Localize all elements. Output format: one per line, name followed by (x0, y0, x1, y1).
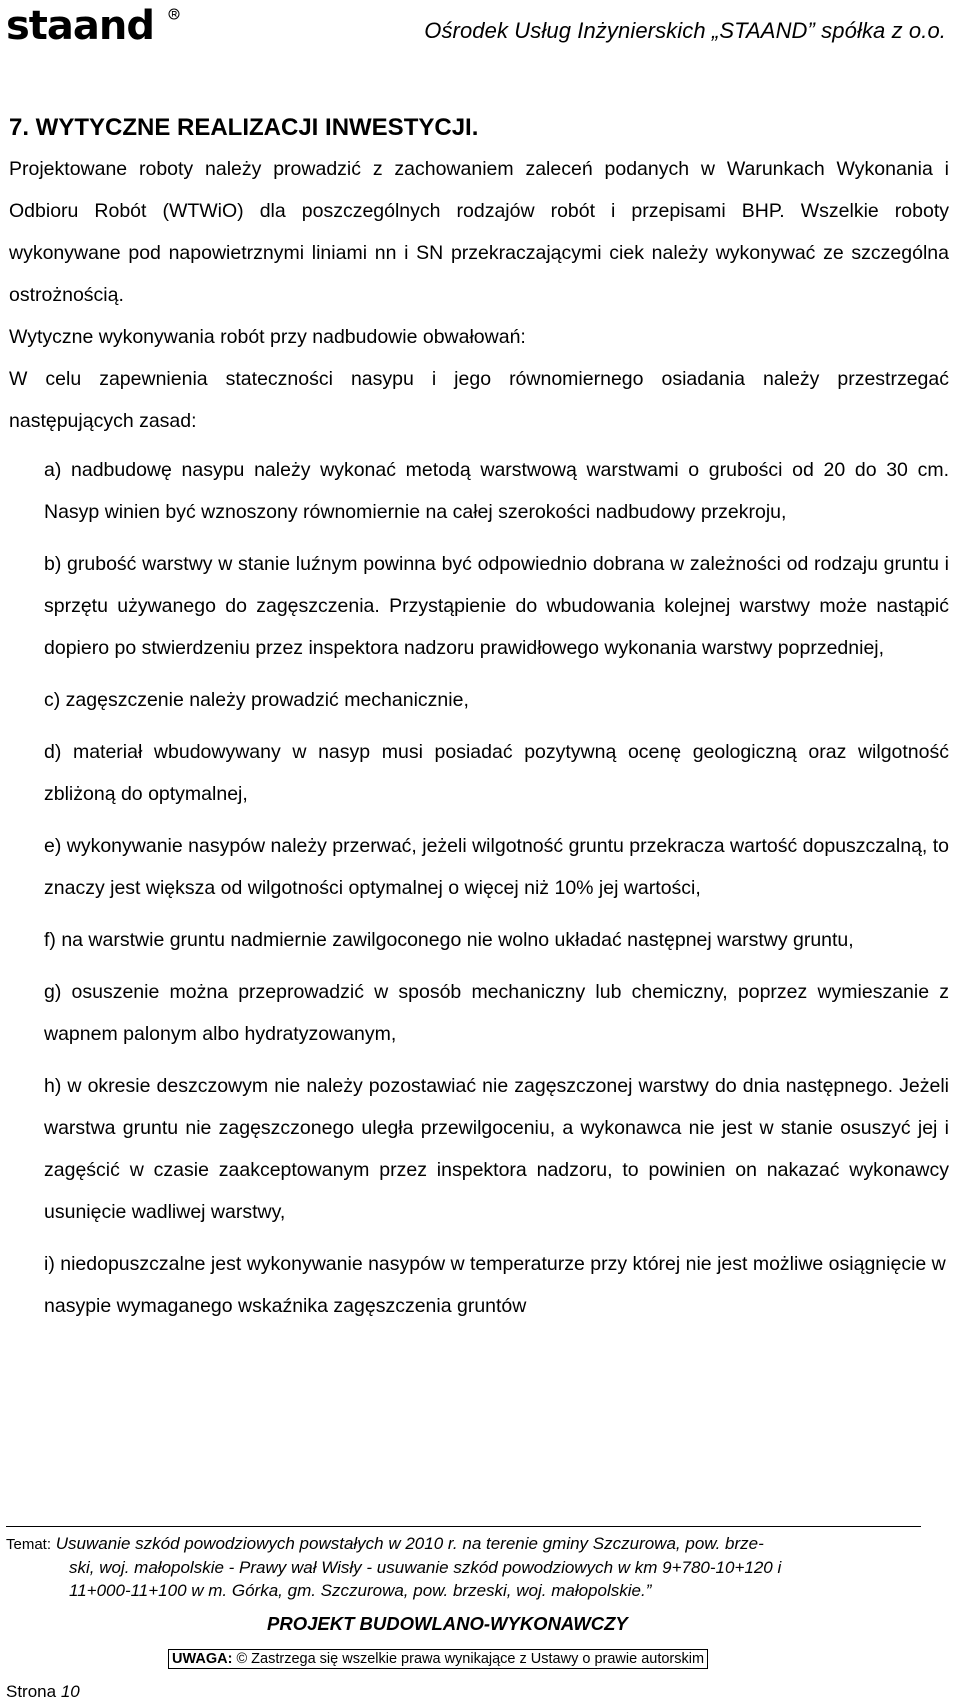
list-item: f) na warstwie gruntu nadmiernie zawilgoconego nie wolno układać następnej warstwy gruntu, (44, 929, 854, 951)
section-content (9, 107, 949, 1337)
staand-logo (6, 6, 181, 46)
list-item: g) osuszenie można przeprowadzić w sposób mechaniczny lub chemiczny, poprzez wymieszanie z wapnem palonym albo hydratyzowanym, (44, 981, 949, 1045)
topic-text-2: ski, woj. małopolskie - Prawy wał Wisły - usuwanie szkód powodziowych w km 9+780-10+120 i (69, 1558, 782, 1577)
company-name: Ośrodek Usług Inżynierskich „STAAND” spółka z o.o. (424, 18, 946, 43)
section-title: 7. WYTYCZNE REALIZACJI INWESTYCJI. (9, 114, 479, 141)
list-item: d) materiał wbudowywany w nasyp musi posiadać pozytywną ocenę geologiczną oraz wilgotność zbliżoną do optymalnej, (44, 741, 949, 805)
page-label: Strona (6, 1682, 57, 1701)
page-number (6, 1682, 80, 1702)
footer-divider (6, 1526, 921, 1527)
notice-label: UWAGA: (172, 1651, 233, 1667)
page-number-value: 10 (60, 1682, 80, 1701)
topic-text-3: 11+000-11+100 w m. Górka, gm. Szczurowa, pow. brzeski, woj. małopolskie.” (69, 1581, 652, 1600)
list-item: e) wykonywanie nasypów należy przerwać, jeżeli wilgotność gruntu przekracza wartość dopuszczalną, to znaczy jest większa od wilgotności optymalnej o więcej niż 10% jej wartości, (44, 835, 950, 899)
logo-wordmark: staand (6, 6, 155, 46)
list-item: i) niedopuszczalne jest wykonywanie nasypów w temperaturze przy której nie jest możliwe osiągnięcie w nasypie wymaganego wskaźnika zagęszczenia gruntów (44, 1253, 946, 1317)
topic-line-1 (6, 1532, 921, 1556)
footer-topic (6, 1532, 921, 1602)
list-item: h) w okresie deszczowym nie należy pozostawiać nie zagęszczonej warstwy do dnia następnego. Jeżeli warstwa gruntu nie zagęszczonego uległa przewilgoceniu, a wykonawca nie jest w stanie osuszyć jej i zagęścić w czasie zaakceptowanym przez inspektora nadzoru, to powinien on nakazać wykonawcy usunięcie wadliwej warstwy, (44, 1075, 949, 1223)
intro-paragraph: Projektowane roboty należy prowadzić z zachowaniem zaleceń podanych w Warunkach Wykonania i Odbioru Robót (WTWiO) dla poszczególnych rodzajów robót i przepisami BHP. Wszelkie roboty wykonywane pod napowietrznymi liniami nn i SN przekraczającymi ciek należy wykonywać ze szczególna ostrożnością. (9, 158, 949, 306)
notice-text: © Zastrzega się wszelkie prawa wynikające z Ustawy o prawie autorskim (236, 1651, 705, 1667)
list-item: c) zagęszczenie należy prowadzić mechanicznie, (44, 689, 469, 711)
topic-text-1: Usuwanie szkód powodziowych powstałych w 2010 r. na terenie gminy Szczurowa, pow. brze- (55, 1534, 764, 1553)
rules-list (9, 442, 949, 1327)
page-header (6, 6, 954, 46)
rules-intro-paragraph: W celu zapewnienia stateczności nasypu i jego równomiernego osiadania należy przestrzegać następujących zasad: (9, 368, 949, 432)
project-type: PROJEKT BUDOWLANO-WYKONAWCZY (267, 1613, 628, 1634)
list-item: b) grubość warstwy w stanie luźnym powinna być odpowiednio dobrana w zależności od rodzaju gruntu i sprzętu używanego do zagęszczenia. Przystąpienie do wbudowania kolejnej warstwy może nastąpić dopiero po stwierdzeniu przez inspektora nadzoru prawidłowego wykonania warstwy poprzedniej, (44, 553, 949, 659)
copyright-notice (168, 1649, 708, 1669)
topic-label: Temat: (6, 1536, 52, 1553)
registered-mark-glyph (172, 11, 176, 16)
guidelines-heading: Wytyczne wykonywania robót przy nadbudowie obwałowań: (9, 326, 526, 348)
list-item: a) nadbudowę nasypu należy wykonać metodą warstwową warstwami o grubości od 20 do 30 cm. Nasyp winien być wznoszony równomiernie na całej szerokości nadbudowy przekroju, (44, 459, 949, 523)
